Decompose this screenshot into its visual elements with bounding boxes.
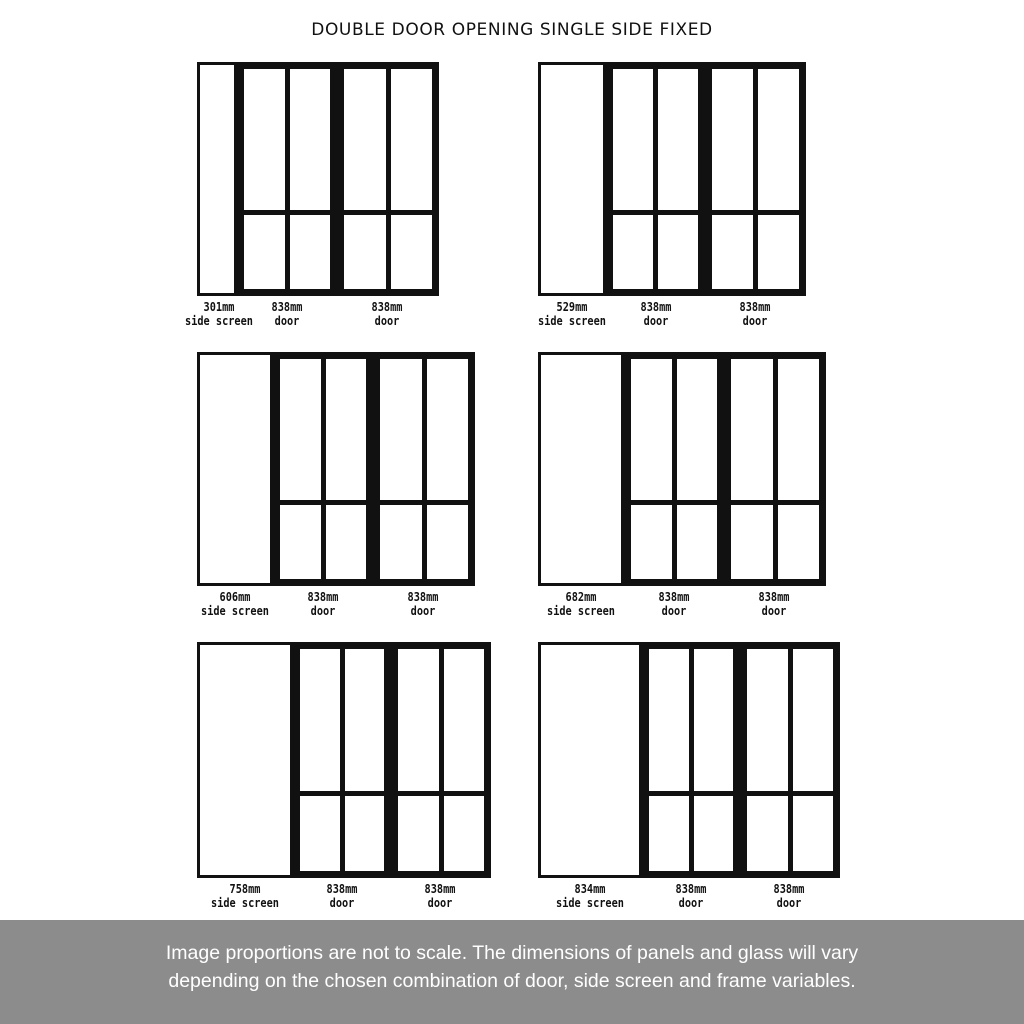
door-2-label-type: door: [761, 603, 787, 618]
door-2-label-size: 838mm: [407, 589, 439, 604]
glass-pane: [658, 215, 698, 289]
glass-pane: [731, 359, 773, 500]
glass-pane: [300, 796, 340, 871]
glass-pane: [793, 649, 834, 791]
glass-pane: [694, 796, 734, 871]
door-2-label-size: 838mm: [371, 299, 403, 314]
side-screen-panel: [197, 642, 293, 878]
side-screen-panel: [197, 62, 237, 296]
side-screen-panel: [538, 642, 642, 878]
door-1-label-type: door: [274, 313, 300, 328]
door-2-label-size: 838mm: [758, 589, 790, 604]
configuration-6: [538, 642, 840, 878]
door-panel: [724, 352, 826, 586]
diagram-title: DOUBLE DOOR OPENING SINGLE SIDE FIXED: [311, 20, 713, 40]
glass-pane: [300, 649, 340, 791]
glass-pane: [758, 215, 799, 289]
glass-pane: [326, 505, 367, 579]
door-2-label-type: door: [410, 603, 436, 618]
door-2-label-type: door: [374, 313, 400, 328]
side-screen-label-size: 834mm: [574, 881, 606, 896]
glass-pane: [280, 505, 321, 579]
door-panel: [337, 62, 439, 296]
glass-pane: [444, 796, 485, 871]
door-panel: [740, 642, 840, 878]
door-1-label-type: door: [329, 895, 355, 910]
glass-pane: [427, 505, 469, 579]
disclaimer-footer: [0, 920, 1024, 1024]
door-1-label-size: 838mm: [326, 881, 358, 896]
configuration-5: [197, 642, 491, 878]
door-2-label-type: door: [427, 895, 453, 910]
glass-pane: [677, 359, 718, 500]
glass-pane: [280, 359, 321, 500]
glass-pane: [427, 359, 469, 500]
glass-pane: [747, 796, 788, 871]
door-panel: [705, 62, 806, 296]
glass-pane: [731, 505, 773, 579]
glass-pane: [649, 796, 689, 871]
door-1-label: [246, 300, 328, 328]
glass-pane: [344, 215, 386, 289]
door-panel: [237, 62, 337, 296]
glass-pane: [631, 359, 672, 500]
door-panel: [391, 642, 491, 878]
configuration-2: [538, 62, 806, 296]
door-1-label-type: door: [678, 895, 704, 910]
side-screen-label: [194, 590, 276, 618]
side-screen-label: [531, 300, 613, 328]
glass-pane: [290, 215, 331, 289]
glass-pane: [345, 649, 385, 791]
door-1-label-type: door: [661, 603, 687, 618]
glass-pane: [613, 215, 653, 289]
glass-pane: [658, 69, 698, 210]
side-screen-label: [204, 882, 286, 910]
door-panel: [273, 352, 373, 586]
glass-pane: [747, 649, 788, 791]
door-1-label-size: 838mm: [675, 881, 707, 896]
glass-pane: [398, 796, 439, 871]
side-screen-label: [540, 590, 622, 618]
disclaimer-line-1: Image proportions are not to scale. The dimensions of panels and glass will vary: [165, 942, 859, 964]
disclaimer-line-2: depending on the chosen combination of door, side screen and frame variables.: [168, 970, 856, 992]
door-1-label-size: 838mm: [307, 589, 339, 604]
door-panel: [642, 642, 740, 878]
door-2-label-size: 838mm: [424, 881, 456, 896]
door-1-label: [633, 590, 715, 618]
glass-pane: [694, 649, 734, 791]
glass-pane: [649, 649, 689, 791]
door-panel: [606, 62, 705, 296]
door-2-label: [382, 590, 464, 618]
door-1-label-size: 838mm: [271, 299, 303, 314]
door-2-label: [733, 590, 815, 618]
glass-pane: [677, 505, 718, 579]
door-2-label: [714, 300, 796, 328]
door-2-label-type: door: [742, 313, 767, 328]
glass-pane: [391, 215, 433, 289]
glass-pane: [244, 69, 285, 210]
door-1-label: [301, 882, 383, 910]
side-screen-panel: [538, 352, 624, 586]
glass-pane: [244, 215, 285, 289]
configuration-1: [197, 62, 439, 296]
side-screen-label: [549, 882, 631, 910]
door-2-label: [346, 300, 428, 328]
glass-pane: [631, 505, 672, 579]
door-2-label-size: 838mm: [773, 881, 805, 896]
glass-pane: [793, 796, 834, 871]
glass-pane: [326, 359, 367, 500]
door-1-label: [615, 300, 697, 328]
glass-pane: [345, 796, 385, 871]
configuration-3: [197, 352, 475, 586]
side-screen-panel: [538, 62, 606, 296]
glass-pane: [778, 505, 820, 579]
door-2-label: [399, 882, 481, 910]
glass-pane: [290, 69, 331, 210]
glass-pane: [712, 215, 753, 289]
side-screen-label-type: side screen: [211, 895, 279, 910]
door-1-label-type: door: [310, 603, 336, 618]
door-panel: [624, 352, 724, 586]
glass-pane: [712, 69, 753, 210]
glass-pane: [398, 649, 439, 791]
glass-pane: [778, 359, 820, 500]
side-screen-label-size: 301mm: [203, 299, 235, 314]
configuration-4: [538, 352, 826, 586]
side-screen-label-type: side screen: [185, 313, 253, 328]
door-2-label: [748, 882, 830, 910]
glass-pane: [758, 69, 799, 210]
side-screen-label-type: side screen: [201, 603, 269, 618]
glass-pane: [380, 505, 422, 579]
side-screen-label-size: 529mm: [556, 299, 588, 314]
side-screen-label-type: side screen: [547, 603, 615, 618]
glass-pane: [613, 69, 653, 210]
door-panel: [293, 642, 391, 878]
side-screen-label-type: side screen: [538, 313, 606, 328]
door-2-label-type: door: [776, 895, 802, 910]
door-1-label: [650, 882, 732, 910]
door-2-label-size: 838mm: [739, 299, 770, 314]
side-screen-label-size: 606mm: [219, 589, 251, 604]
glass-pane: [380, 359, 422, 500]
side-screen-label-size: 682mm: [565, 589, 597, 604]
glass-pane: [344, 69, 386, 210]
side-screen-label-type: side screen: [556, 895, 624, 910]
door-1-label: [282, 590, 364, 618]
door-1-label-size: 838mm: [640, 299, 671, 314]
side-screen-label-size: 758mm: [229, 881, 261, 896]
door-panel: [373, 352, 475, 586]
side-screen-panel: [197, 352, 273, 586]
glass-pane: [391, 69, 433, 210]
door-1-label-size: 838mm: [658, 589, 690, 604]
door-1-label-type: door: [643, 313, 668, 328]
glass-pane: [444, 649, 485, 791]
